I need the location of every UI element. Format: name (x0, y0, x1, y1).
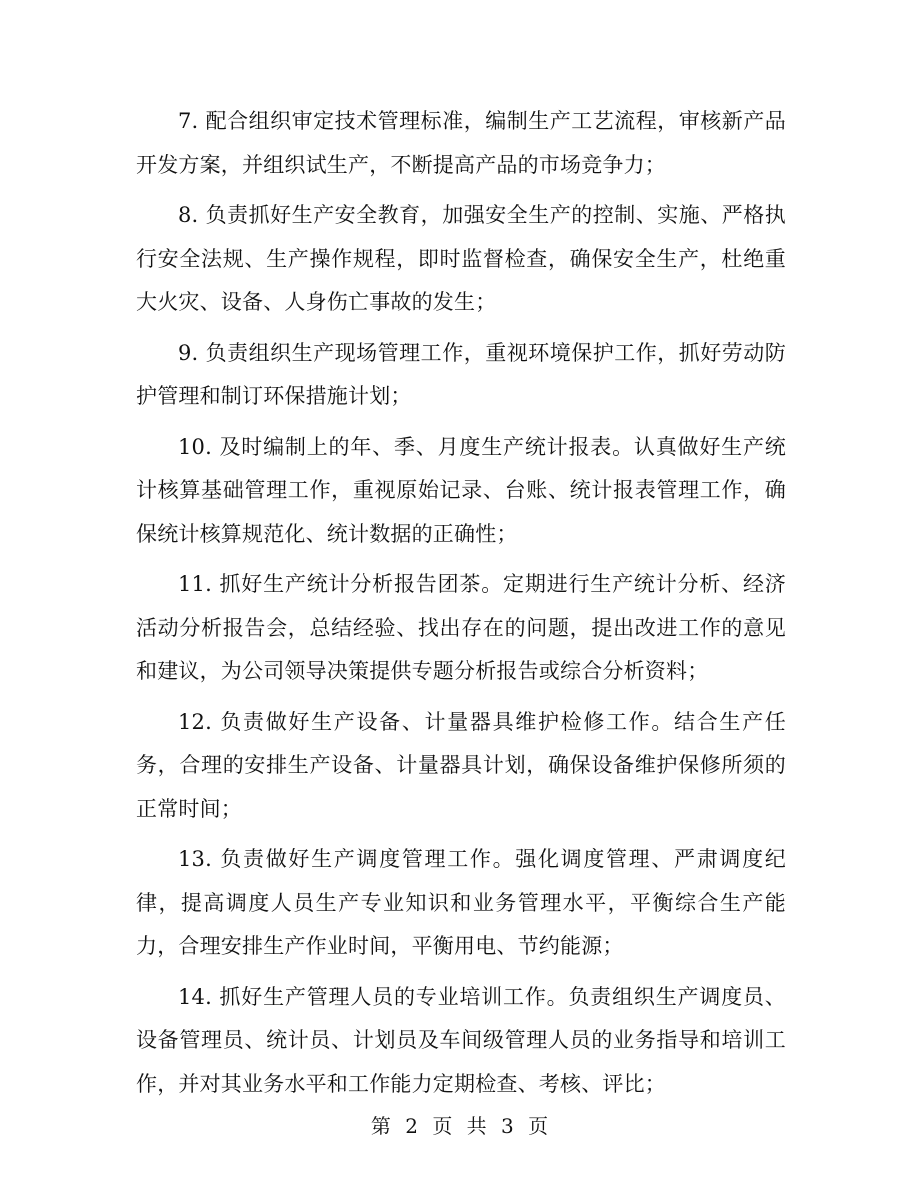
footer-label-gong: 共 (466, 1114, 488, 1138)
footer-label-ye-end: 页 (528, 1114, 550, 1138)
page-footer (0, 1110, 920, 1139)
footer-current-page: 2 (405, 1114, 419, 1138)
paragraph-item-11: 11. 抓好生产统计分析报告团茶。定期进行生产统计分析、经济活动分析报告会，总结经验、找出存在的问题，提出改进工作的意见和建议，为公司领导决策提供专题分析报告或综合分析资料； (136, 572, 786, 683)
footer-label-di: 第 (370, 1114, 392, 1138)
paragraph-item-10: 10. 及时编制上的年、季、月度生产统计报表。认真做好生产统计核算基础管理工作，重视原始记录、台账、统计报表管理工作，确保统计核算规范化、统计数据的正确性； (136, 434, 786, 546)
paragraph-item-7: 7. 配合组织审定技术管理标准，编制生产工艺流程，审核新产品开发方案，并组织试生产，不断提高产品的市场竞争力； (136, 109, 786, 177)
footer-total-pages: 3 (501, 1114, 515, 1138)
footer-label-ye: 页 (432, 1114, 454, 1138)
paragraph-item-9: 9. 负责组织生产现场管理工作，重视环境保护工作，抓好劳动防护管理和制订环保措施计划； (136, 340, 786, 408)
paragraph-item-14: 14. 抓好生产管理人员的专业培训工作。负责组织生产调度员、设备管理员、统计员、计划员及车间级管理人员的业务指导和培训工作，并对其业务水平和工作能力定期检查、考核、评比； (136, 984, 786, 1096)
document-body (136, 100, 786, 1113)
paragraph-item-12: 12. 负责做好生产设备、计量器具维护检修工作。结合生产任务，合理的安排生产设备、计量器具计划，确保设备维护保修所须的正常时间； (136, 709, 786, 821)
paragraph-item-13: 13. 负责做好生产调度管理工作。强化调度管理、严肃调度纪律，提高调度人员生产专业知识和业务管理水平，平衡综合生产能力，合理安排生产作业时间，平衡用电、节约能源； (136, 847, 786, 958)
paragraph-item-8: 8. 负责抓好生产安全教育，加强安全生产的控制、实施、严格执行安全法规、生产操作规程，即时监督检查，确保安全生产，杜绝重大火灾、设备、人身伤亡事故的发生； (136, 203, 786, 314)
